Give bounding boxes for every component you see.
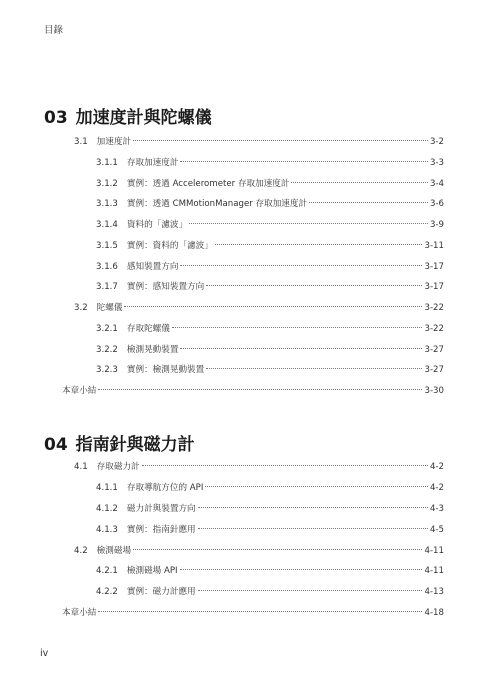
page-ref: 4-11 [424,546,444,556]
toc-entry[interactable] [96,280,444,294]
page-ref: 3-2 [429,137,444,147]
toc-entry[interactable] [96,343,444,357]
section-title: 檢測磁場 [96,546,132,556]
dot-leader [180,265,422,266]
running-header: 目錄 [44,25,64,36]
dot-leader [133,549,422,550]
section-number: 3.1.5 [96,241,118,251]
dot-leader [180,348,422,349]
dot-leader [198,590,423,591]
section-title: 實例：感知裝置方向 [126,282,205,292]
dot-leader [215,244,423,245]
page-ref: 3-4 [429,179,444,189]
section-title: 檢測晃動裝置 [126,345,179,355]
dot-leader [133,140,428,141]
dot-leader [198,507,428,508]
chapter-heading [44,103,212,128]
section-number: 3.1.6 [96,262,118,272]
toc-entry[interactable] [96,564,444,578]
section-number: 4.2.1 [96,566,118,576]
page-ref: 3-27 [424,345,444,355]
toc-entry[interactable] [96,156,444,170]
page-ref: 4-3 [429,504,444,514]
section-number: 3.2.2 [96,345,118,355]
toc-entry[interactable] [62,384,444,398]
dot-leader [98,389,422,390]
section-title: 存取加速度計 [126,158,179,168]
page-ref: 3-17 [424,262,444,272]
dot-leader [198,528,428,529]
section-title: 存取磁力計 [96,462,140,472]
dot-leader [142,465,428,466]
dot-leader [291,182,427,183]
dot-leader [180,161,428,162]
dot-leader [98,611,422,612]
section-number: 3.1 [74,137,88,147]
section-number: 3.1.1 [96,158,118,168]
toc-entry[interactable] [62,606,444,620]
toc-entry[interactable] [74,460,444,474]
chapter-title: 加速度計與陀螺儀 [75,108,212,128]
section-title: 實例：資料的「濾波」 [126,241,213,251]
dot-leader [205,486,428,487]
section-number: 3.1.4 [96,220,118,230]
section-title: 資料的「濾波」 [126,220,188,230]
dot-leader [206,285,422,286]
section-title: 磁力計與裝置方向 [126,504,196,514]
toc-entry[interactable] [74,301,444,315]
toc-entry[interactable] [74,135,444,149]
section-title: 存取導航方位的 API [126,483,204,493]
toc-entry[interactable] [74,544,444,558]
section-title: 實例：檢測晃動裝置 [126,365,205,375]
chapter-number: 04 [44,435,68,455]
toc-entry[interactable] [96,239,444,253]
page-ref: 4-13 [424,587,444,597]
toc-entry[interactable] [96,322,444,336]
toc-entry[interactable] [96,481,444,495]
dot-leader [124,306,422,307]
page-number: iv [40,648,49,659]
page-ref: 4-5 [429,525,444,535]
toc-entry[interactable] [96,585,444,599]
toc-entry[interactable] [96,260,444,274]
section-title: 感知裝置方向 [126,262,179,272]
page-ref: 3-22 [424,303,444,313]
toc-entry[interactable] [96,177,444,191]
section-title: 陀螺儀 [96,303,123,313]
page-ref: 3-6 [429,199,444,209]
section-title: 本章小結 [62,608,97,618]
section-title: 檢測磁場 API [126,566,178,576]
toc-entry[interactable] [96,523,444,537]
chapter-heading [44,430,195,455]
section-number: 4.1.2 [96,504,118,514]
section-number: 3.1.2 [96,179,118,189]
page-ref: 4-18 [424,608,444,618]
section-title: 實例：透過 CMMotionManager 存取加速度計 [126,199,308,209]
toc-entry[interactable] [96,197,444,211]
section-number: 3.2.3 [96,365,118,375]
section-number: 4.2 [74,546,88,556]
page-ref: 3-17 [424,282,444,292]
page-ref: 4-2 [429,462,444,472]
section-number: 3.1.3 [96,199,118,209]
section-number: 4.2.2 [96,587,118,597]
section-number: 3.2.1 [96,324,118,334]
section-number: 3.2 [74,303,88,313]
page-ref: 3-3 [429,158,444,168]
page-ref: 3-27 [424,365,444,375]
toc-entry[interactable] [96,502,444,516]
page-ref: 3-9 [429,220,444,230]
section-title: 實例：指南針應用 [126,525,196,535]
section-title: 加速度計 [96,137,132,147]
dot-leader [206,368,422,369]
section-title: 實例：磁力計應用 [126,587,196,597]
section-number: 4.1.1 [96,483,118,493]
section-title: 本章小結 [62,386,97,396]
toc-entry[interactable] [96,218,444,232]
dot-leader [172,327,423,328]
section-number: 4.1.3 [96,525,118,535]
chapter-number: 03 [44,108,68,128]
page-ref: 3-11 [424,241,444,251]
section-number: 3.1.7 [96,282,118,292]
page-ref: 4-11 [424,566,444,576]
dot-leader [180,569,423,570]
section-title: 實例：透過 Accelerometer 存取加速度計 [126,179,290,189]
dot-leader [309,202,428,203]
page-ref: 3-30 [424,386,444,396]
dot-leader [189,223,428,224]
page-ref: 3-22 [424,324,444,334]
section-title: 存取陀螺儀 [126,324,170,334]
toc-entry[interactable] [96,363,444,377]
section-number: 4.1 [74,462,88,472]
chapter-title: 指南針與磁力計 [75,435,195,455]
page-ref: 4-2 [429,483,444,493]
